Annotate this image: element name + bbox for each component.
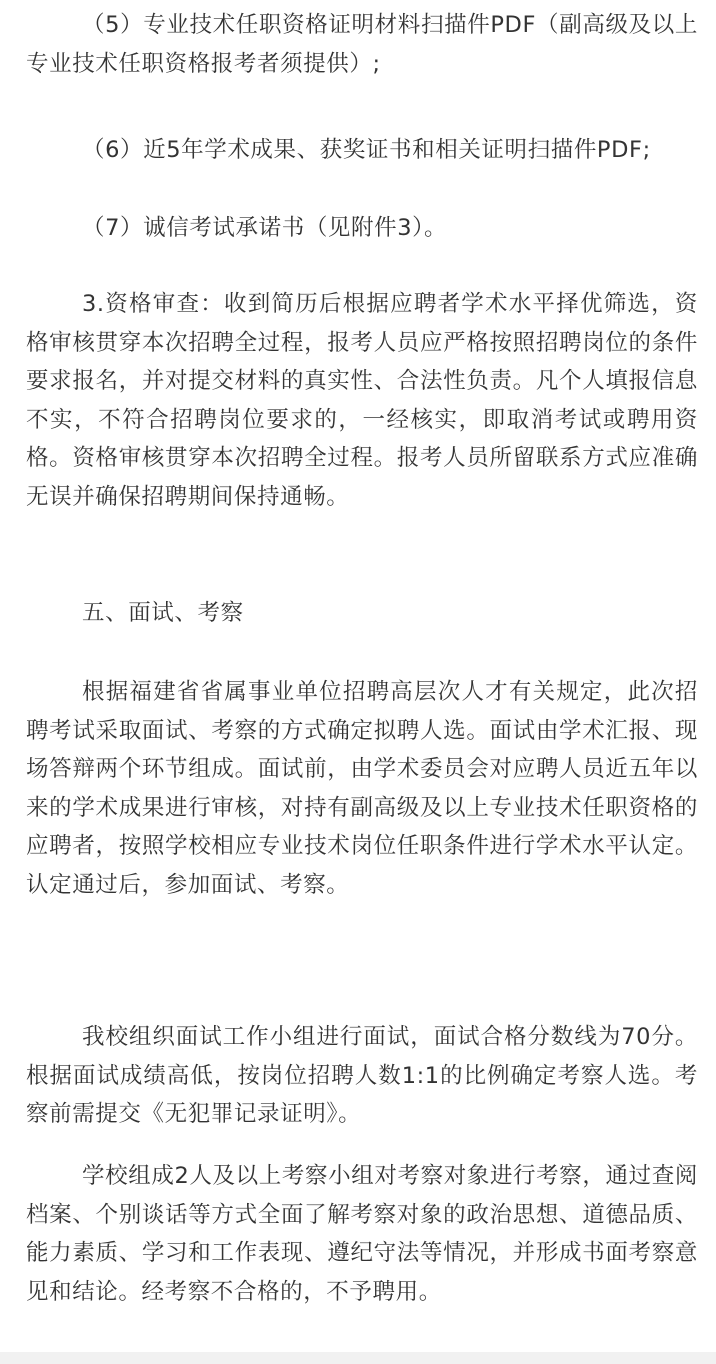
paragraph-qualification-review: 3.资格审查：收到简历后根据应聘者学术水平择优筛选，资格审核贯穿本次招聘全过程，报考人员应严格按照招聘岗位的条件要求报名，并对提交材料的真实性、合法性负责。凡个人填报信息不实，不符合招聘岗位要求的，一经核实，即取消考试或聘用资格。资格审核贯穿本次招聘全过程。报考人员所留联系方式应准确无误并确保招聘期间保持通畅。: [26, 291, 698, 510]
paragraph-item-5: （5）专业技术任职资格证明材料扫描件PDF（副高级及以上专业技术任职资格报考者须提供）;: [26, 12, 698, 77]
section-heading-interview: 五、面试、考察: [82, 600, 244, 626]
paragraph-item-6: （6）近5年学术成果、获奖证书和相关证明扫描件PDF;: [82, 137, 651, 163]
paragraph-interview-score: 我校组织面试工作小组进行面试，面试合格分数线为70分。根据面试成绩高低，按岗位招聘人数1:1的比例确定考察人选。考察前需提交《无犯罪记录证明》。: [26, 1024, 698, 1127]
paragraph-interview-rules: 根据福建省省属事业单位招聘高层次人才有关规定，此次招聘考试采取面试、考察的方式确定拟聘人选。面试由学术汇报、现场答辩两个环节组成。面试前，由学术委员会对应聘人员近五年以来的学术成果进行审核，对持有副高级及以上专业技术任职资格的应聘者，按照学校相应专业技术岗位任职条件进行学术水平认定。认定通过后，参加面试、考察。: [26, 679, 698, 898]
paragraph-inspection: 学校组成2人及以上考察小组对考察对象进行考察，通过查阅档案、个别谈话等方式全面了解考察对象的政治思想、道德品质、能力素质、学习和工作表现、遵纪守法等情况，并形成书面考察意见和结论。经考察不合格的，不予聘用。: [26, 1163, 698, 1305]
paragraph-item-7: （7）诚信考试承诺书（见附件3）。: [82, 215, 448, 241]
bottom-divider: [0, 1352, 716, 1364]
